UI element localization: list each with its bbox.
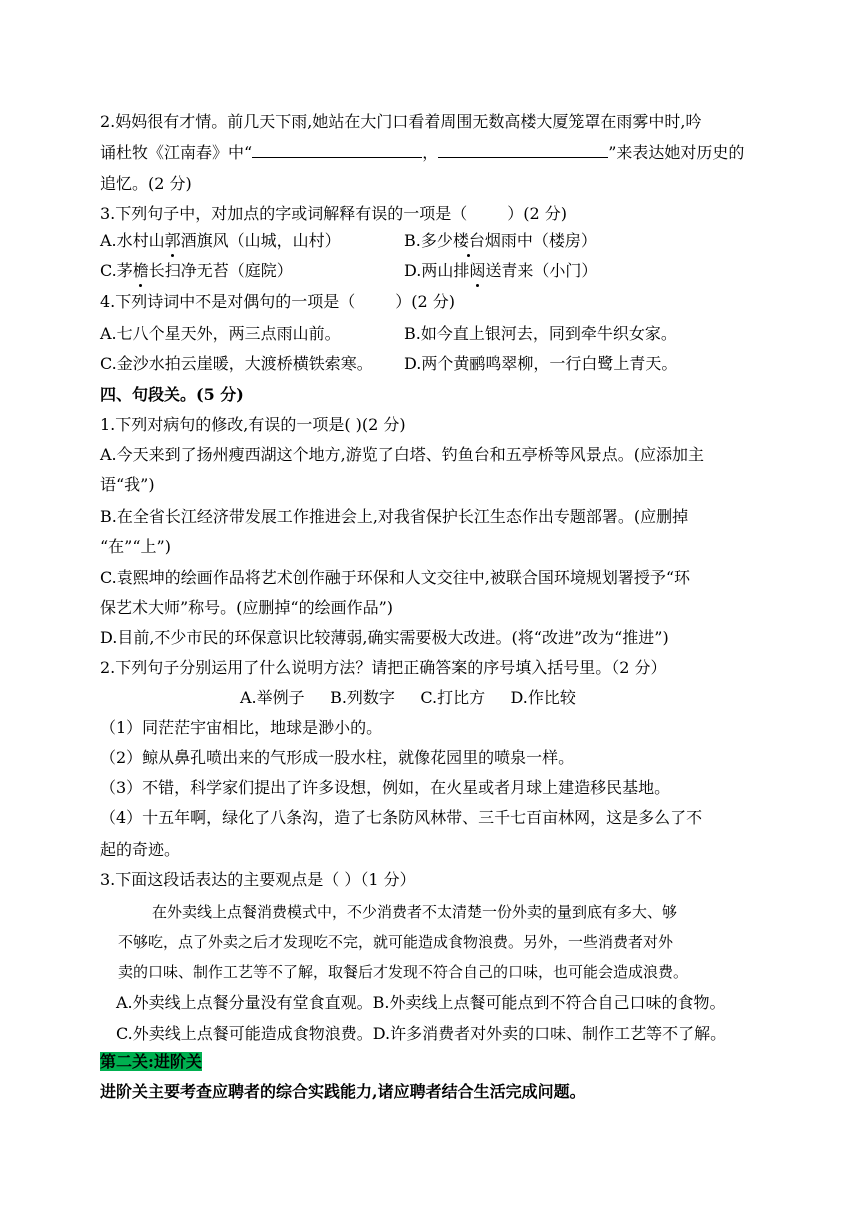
s4q1-option-a-line1: A.今天来到了扬州瘦西湖这个地方,游览了白塔、钓鱼台和五亭桥等风景点。(应添加主	[100, 445, 704, 464]
s4q3-stem: 3.下面这段话表达的主要观点是（ ）（1 分）	[100, 870, 416, 889]
level2-title	[100, 1052, 202, 1072]
q4-option-b: B.如今直上银河去，同到牵牛织女家。	[404, 324, 677, 343]
s4q2-stem: 2.下列句子分别运用了什么说明方法？请把正确答案的序号填入括号里。（2 分）	[100, 658, 667, 677]
s4q2-item-3: （3）不错，科学家们提出了许多设想，例如，在火星或者月球上建造移民基地。	[100, 778, 671, 797]
q3-options-cd	[100, 261, 598, 281]
q3-option-c: C.茅檐长扫净无苔（庭院）	[100, 261, 293, 280]
s4q3-passage-line1: 在外卖线上点餐消费模式中，不少消费者不太清楚一份外卖的量到底有多大、够	[152, 903, 678, 921]
q2-line3: 追忆。(2 分)	[100, 174, 192, 193]
s4q1-stem: 1.下列对病句的修改,有误的一项是( )(2 分)	[100, 415, 406, 434]
answer-blank-2[interactable]	[438, 143, 608, 158]
q3-options-ab	[100, 231, 597, 251]
q3-option-b: B.多少楼台烟雨中（楼房）	[404, 231, 597, 250]
s4q1-option-d: D.目前,不少市民的环保意识比较薄弱,确实需要极大改进。(将“改进”改为“推进”)	[100, 628, 669, 647]
section4-title: 四、句段关。(5 分)	[100, 385, 244, 404]
q3-option-a: A.水村山郭酒旗风（山城，山村）	[100, 231, 341, 250]
q4-options-cd	[100, 354, 678, 374]
q3-option-d: D.两山排闼送青来（小门）	[404, 261, 598, 280]
q4-options-ab	[100, 324, 677, 344]
q2-line1: 2.妈妈很有才情。前几天下雨,她站在大门口看着周围无数高楼大厦笼罩在雨雾中时,吟	[100, 112, 702, 131]
s4q2-options: A.举例子 B.列数字 C.打比方 D.作比较	[240, 688, 576, 707]
s4q1-option-c-line1: C.袁熙坤的绘画作品将艺术创作融于环保和人文交往中,被联合国环境规划署授予“环	[100, 568, 691, 587]
s4q3-passage-line3: 卖的口味、制作工艺等不了解，取餐后才发现不符合自己的口味，也可能会造成浪费。	[118, 963, 689, 981]
level2-description: 进阶关主要考查应聘者的综合实践能力,诸应聘者结合生活完成问题。	[100, 1082, 586, 1101]
s4q1-option-a-line2: 语“我”)	[100, 475, 155, 494]
s4q3-options-ab: A.外卖线上点餐分量没有堂食直观。B.外卖线上点餐可能点到不符合自己口味的食物。	[116, 993, 726, 1012]
answer-blank-1[interactable]	[252, 143, 422, 158]
q4-option-a: A.七八个星天外，两三点雨山前。	[100, 324, 341, 343]
q3-stem: 3.下列句子中，对加点的字或词解释有误的一项是（ ）(2 分)	[100, 204, 568, 223]
q4-stem: 4.下列诗词中不是对偶句的一项是（ ）(2 分)	[100, 292, 456, 311]
level2-title-highlight: 第二关:进阶关	[100, 1052, 202, 1071]
s4q2-item-4-line1: （4）十五年啊，绿化了八条沟，造了七条防风林带、三千七百亩林网，这是多么了不	[100, 808, 703, 827]
s4q2-item-2: （2）鲸从鼻孔喷出来的气形成一股水柱，就像花园里的喷泉一样。	[100, 748, 575, 767]
q2-line2: 诵杜牧《江南春》中“ ， ”来表达她对历史的	[100, 143, 745, 162]
s4q2-item-1: （1）同茫茫宇宙相比，地球是渺小的。	[100, 718, 383, 737]
s4q2-item-4-line2: 起的奇迹。	[100, 840, 181, 859]
s4q1-option-b-line2: “在”“上”)	[100, 537, 171, 556]
s4q1-option-c-line2: 保艺术大师”称号。(应删掉“的绘画作品”)	[100, 598, 394, 617]
s4q3-passage-line2: 不够吃，点了外卖之后才发现吃不完，就可能造成食物浪费。另外，一些消费者对外	[118, 933, 674, 951]
q4-option-d: D.两个黄鹂鸣翠柳，一行白鹭上青天。	[404, 354, 678, 373]
s4q3-options-cd: C.外卖线上点餐可能造成食物浪费。D.许多消费者对外卖的口味、制作工艺等不了解。	[116, 1024, 727, 1043]
q4-option-c: C.金沙水拍云崖暖，大渡桥横铁索寒。	[100, 354, 373, 373]
s4q1-option-b-line1: B.在全省长江经济带发展工作推进会上,对我省保护长江生态作出专题部署。(应删掉	[100, 507, 689, 526]
